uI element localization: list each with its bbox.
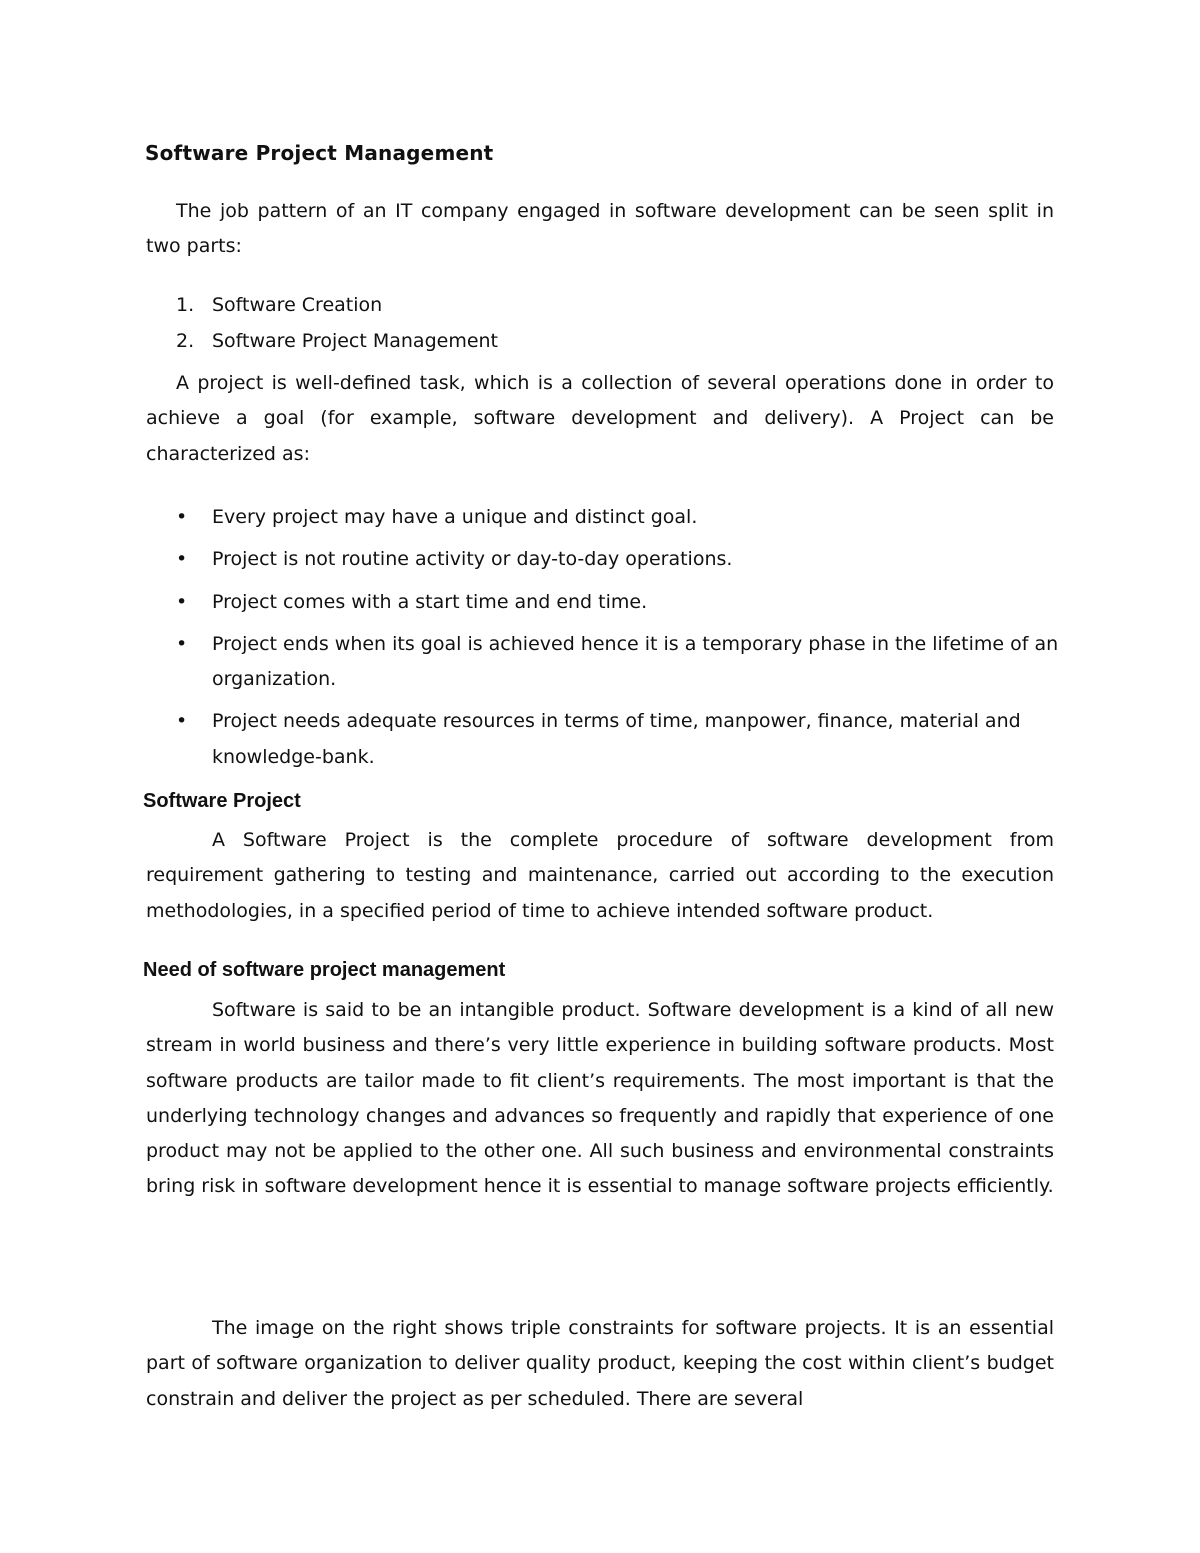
bullet-text: Project comes with a start time and end time. [212,590,648,613]
bullet-text: Every project may have a unique and distinct goal. [212,506,698,528]
bullet-text: Project is not routine activity or day-to-day operations. [212,548,733,571]
need-paragraph: Software is said to be an intangible product. Software development is a kind of all new stream in world business and there’s very little experience in building software products. Most software products are tailor made to fit client’s requirements. The most important is that the underlying technology changes and advances so frequently and rapidly that experience of one product may not be applied to the other one. All such business and environmental constraints bring risk in software development hence it is essential to manage software projects efficiently. [146,999,1054,1198]
list-number: 1. [176,294,195,316]
bullet-item [176,704,1060,775]
bullet-icon: • [176,506,188,528]
list-item-text: Software Project Management [212,329,499,352]
bullet-text: Project ends when its goal is achieved hence it is a temporary phase in the lifetime of an organization. [212,632,1059,691]
bullet-icon: • [176,632,188,655]
bullet-icon: • [176,710,188,733]
software-project-paragraph: A Software Project is the complete procedure of software development from requirement gathering to testing and maintenance, carried out according to the execution methodologies, in a specified period of time to achieve intended software product. [146,829,1054,922]
bullet-text: Project needs adequate resources in terms of time, manpower, finance, material and knowledge-bank. [212,710,1021,768]
bullet-item [176,585,1060,620]
list-number: 2. [176,329,195,352]
list-item [176,288,498,324]
bullet-item [176,627,1060,698]
bullet-icon: • [176,548,188,571]
numbered-list [176,288,498,359]
list-item-text: Software Creation [212,294,383,316]
bullet-item [176,500,1060,535]
list-item [176,324,498,360]
document-title: Software Project Management [145,141,494,165]
bullet-icon: • [176,590,188,613]
project-definition-paragraph: A project is well-defined task, which is a collection of several operations done in order to achieve a goal (for example, software development and delivery). A Project can be characterized as: [146,372,1054,465]
section-heading-software-project: Software Project [143,790,301,812]
section-heading-need: Need of software project management [143,959,506,981]
triple-constraints-paragraph: The image on the right shows triple constraints for software projects. It is an essential part of software organization to deliver quality product, keeping the cost within client’s budget constrain and deliver the project as per scheduled. There are several [146,1317,1054,1410]
intro-paragraph: The job pattern of an IT company engaged in software development can be seen split in two parts: [146,200,1054,258]
bullet-list [176,500,1060,782]
bullet-item [176,542,1060,577]
